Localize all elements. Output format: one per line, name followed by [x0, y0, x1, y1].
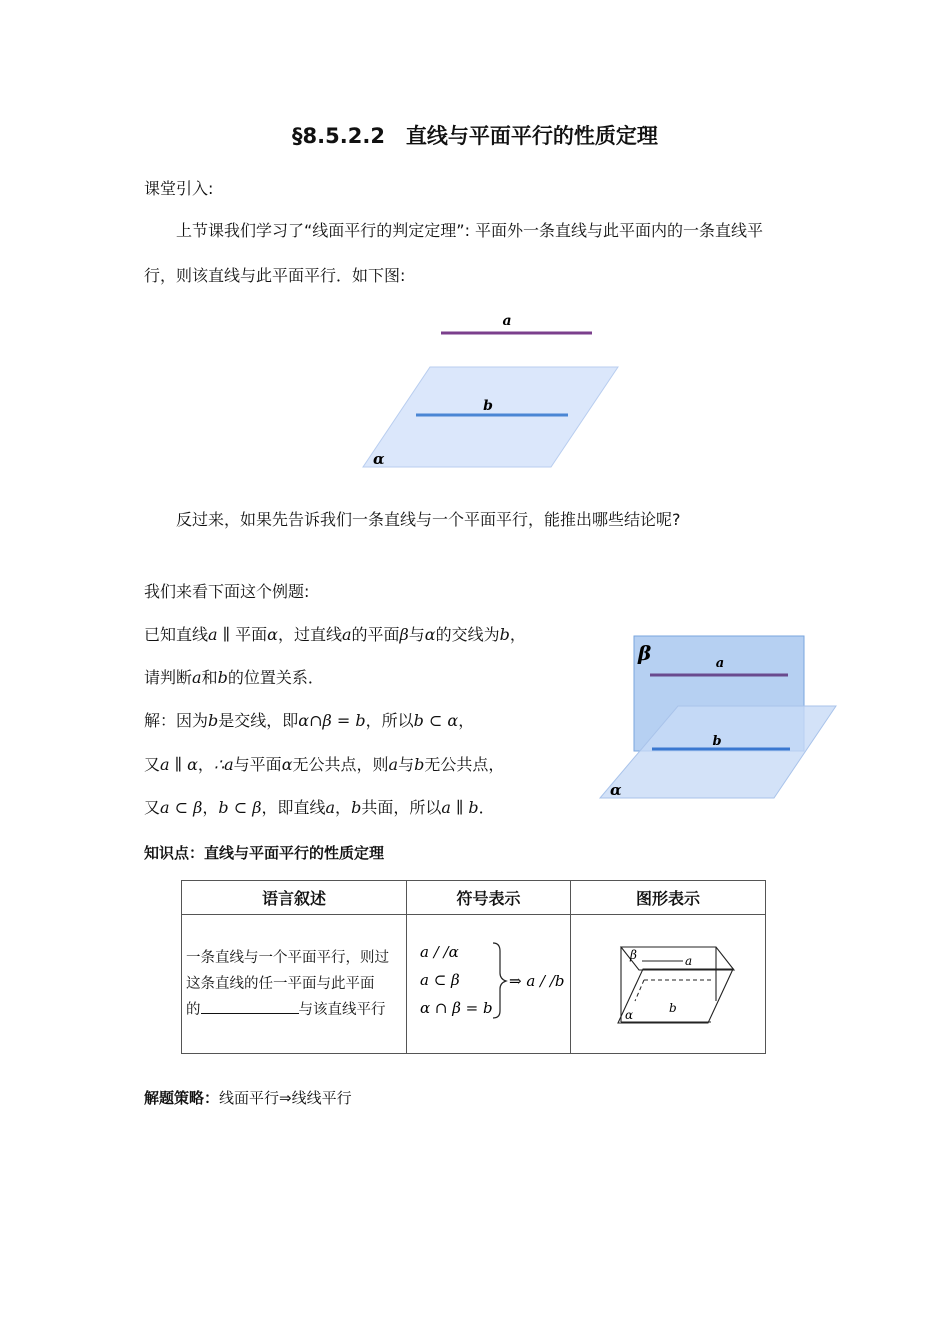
text: 与平面	[233, 755, 282, 774]
math-b: b	[351, 798, 362, 817]
text: 的交线为	[435, 625, 500, 644]
text: 和	[201, 668, 218, 687]
label-beta: β	[638, 641, 652, 665]
math-expression: α∩β = b	[298, 711, 366, 730]
cell-figure	[571, 915, 766, 1054]
brace-icon	[493, 943, 506, 1018]
label-a: a	[715, 656, 725, 671]
header-symbol: 符号表示	[407, 881, 571, 915]
intro-paragraph-line-1: 上节课我们学习了“线面平行的判定定理”: 平面外一条直线与此平面内的一条直线平	[176, 221, 764, 240]
text: 已知直线	[144, 625, 209, 644]
text: ，	[458, 711, 475, 730]
text: 无公共点，	[424, 755, 505, 774]
text: 与	[398, 755, 415, 774]
text: ，	[509, 625, 526, 644]
planes-diagram	[571, 915, 765, 1049]
strategy-label: 解题策略：	[144, 1089, 220, 1107]
page-title: §8.5.2.2 直线与平面平行的性质定理	[292, 124, 658, 148]
math-therefore: ∴	[213, 755, 225, 774]
text: ，	[197, 755, 214, 774]
label-a: a	[502, 313, 512, 329]
figure-line-parallel-plane	[355, 305, 630, 475]
text: 请判断	[144, 668, 193, 687]
strategy-text: 线面平行⇒线线平行	[219, 1089, 352, 1107]
math-b: b	[414, 755, 425, 774]
example-statement-line-2	[144, 667, 324, 689]
text: 是交线，即	[218, 711, 299, 730]
math-expression: b ⊂ α	[413, 711, 459, 730]
label-beta: β	[630, 948, 637, 962]
intro-paragraph-line-2: 行，则该直线与此平面平行．如下图:	[144, 266, 406, 285]
knowledge-table	[181, 880, 766, 1054]
text: 无公共点，则	[292, 755, 389, 774]
plane-alpha	[363, 367, 618, 467]
math-b: b	[208, 711, 219, 730]
fill-in-blank	[201, 997, 299, 1014]
math-alpha: α	[281, 755, 293, 774]
text: ，过直线	[277, 625, 342, 644]
description-line-1: 一条直线与一个平面平行，则过	[186, 950, 389, 966]
label-a: a	[685, 954, 693, 968]
solution-line-1	[144, 710, 474, 732]
math-parallel: ∥	[217, 625, 236, 644]
text: ，	[335, 798, 352, 817]
text: 与该直线平行	[298, 1002, 386, 1018]
math-a: a	[341, 625, 352, 644]
math-alpha: α	[424, 625, 436, 644]
math-a: a	[325, 798, 336, 817]
cell-symbol	[407, 915, 571, 1054]
label-b: b	[669, 1001, 677, 1015]
table-header-row	[182, 881, 766, 915]
question-text: 反过来，如果先告诉我们一条直线与一个平面平行，能推出哪些结论呢?	[176, 510, 681, 529]
math-b: b	[499, 625, 510, 644]
symbol-line-2: a ⊂ β	[420, 971, 460, 989]
text: ，即直线	[261, 798, 326, 817]
text: 与	[408, 625, 425, 644]
label-alpha: α	[373, 450, 385, 468]
header-figure: 图形表示	[571, 881, 766, 915]
math-expression: a ∥ b	[441, 798, 479, 817]
label-alpha: α	[610, 781, 622, 799]
text: 解：因为	[144, 711, 209, 730]
label-alpha: α	[625, 1008, 634, 1022]
text: 的	[186, 1002, 201, 1018]
text: ，所以	[365, 711, 414, 730]
math-a: a	[192, 668, 202, 687]
text: 的位置关系．	[227, 668, 324, 687]
math-expression: a ∥ α	[160, 755, 198, 774]
solution-line-2	[144, 754, 504, 776]
example-heading: 我们来看下面这个例题:	[144, 582, 310, 601]
label-b: b	[712, 734, 722, 749]
math-beta: β	[399, 625, 409, 644]
math-b: b	[217, 668, 228, 687]
solution-line-3	[144, 797, 495, 819]
figure-two-planes	[598, 632, 840, 802]
text: ．	[478, 798, 495, 817]
math-a: a	[208, 625, 218, 644]
math-expression: a ⊂ β	[160, 798, 203, 817]
math-a: a	[388, 755, 399, 774]
description-line-3	[186, 997, 406, 1023]
text: 的平面	[351, 625, 400, 644]
text: ，	[202, 798, 219, 817]
cell-description	[182, 915, 407, 1054]
plane-beta-top	[621, 947, 734, 970]
label-b: b	[483, 398, 493, 414]
text: 平面	[235, 625, 268, 644]
intro-heading: 课堂引入:	[144, 179, 214, 198]
math-a: a	[224, 755, 234, 774]
text: 又	[144, 798, 161, 817]
knowledge-point-label: 知识点：直线与平面平行的性质定理	[144, 844, 385, 862]
symbol-line-3: α ∩ β = b	[420, 999, 493, 1017]
strategy-line	[144, 1087, 352, 1109]
example-statement-line-1	[144, 624, 526, 646]
math-expression: b ⊂ β	[218, 798, 262, 817]
symbol-result: ⇒ a / /b	[509, 972, 565, 990]
header-language: 语言叙述	[182, 881, 407, 915]
text: 共面，所以	[361, 798, 442, 817]
description-line-2: 这条直线的任一平面与此平面	[186, 976, 375, 992]
symbol-notation	[407, 915, 569, 1049]
symbol-line-1: a / /α	[420, 943, 459, 961]
description-text	[182, 945, 406, 1023]
math-alpha: α	[267, 625, 278, 644]
text: 又	[144, 755, 161, 774]
table-row	[182, 915, 766, 1054]
